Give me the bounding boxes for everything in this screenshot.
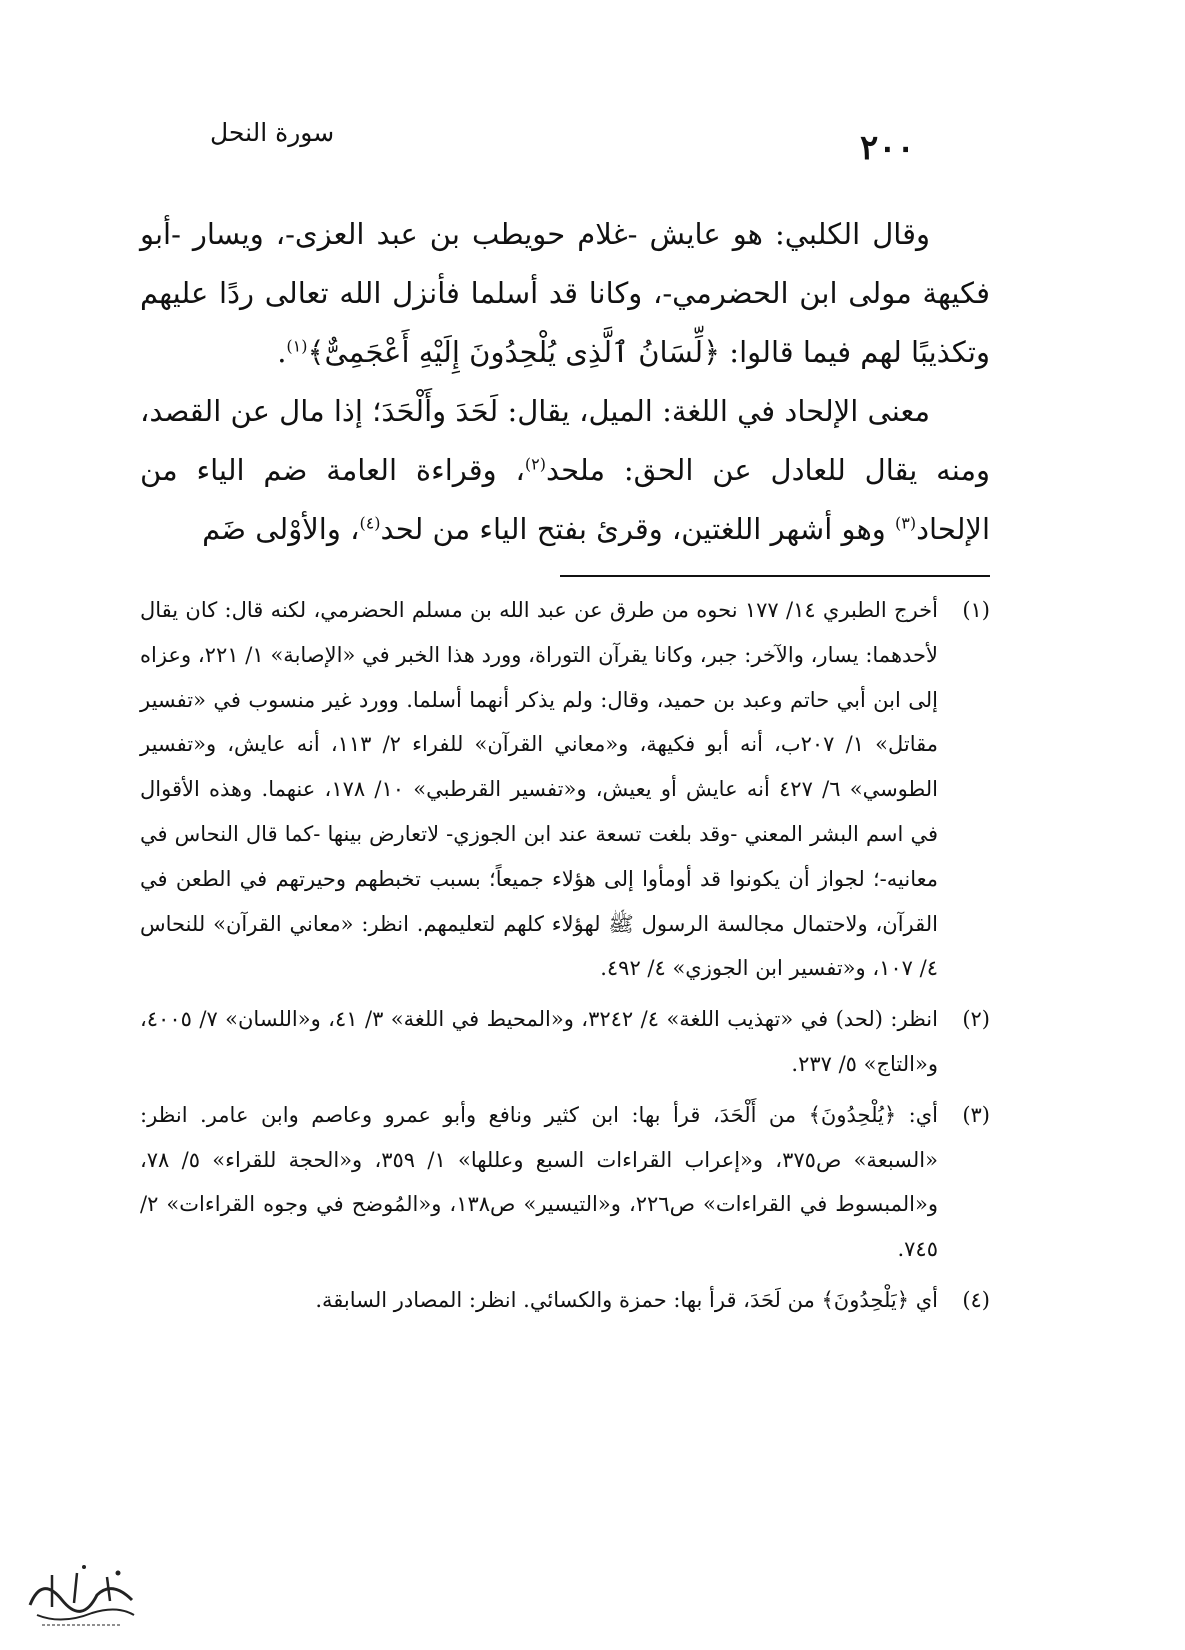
footnote-ref-4: (٤)	[359, 513, 381, 533]
footnote-number: (٣)	[962, 1102, 990, 1127]
paragraph-2-text-b: ، وقراءة العامة ضم الياء من الإلحاد	[140, 453, 990, 546]
footnote-3	[140, 1093, 990, 1272]
footnote-number: (١)	[962, 598, 990, 622]
footnote-text: أي: ﴿يُلْحِدُونَ﴾ من أَلْحَدَ، قرأ بها: ابن كثير ونافع وأبو عمرو وعاصم وابن عامر. انظر: «السبعة» ص٣٧٥، و«إعراب القراءات السبع وعللها» ١/ ٣٥٩، و«الحجة للقراء» ٥/ ٧٨، و«المبسوط في القراءات» ص٢٢٦، و«التيسير» ص١٣٨، و«المُوضح في وجوه القراءات» ٢/ ٧٤٥.	[140, 1102, 939, 1262]
footnote-text: أي ﴿يَلْحِدُونَ﴾ من لَحَدَ، قرأ بها: حمزة والكسائي. انظر: المصادر السابقة.	[315, 1287, 938, 1312]
paragraph-2-text-a: معنى الإلحاد في اللغة: الميل، يقال: لَحَدَ وأَلْحَدَ؛ إذا مال عن القصد، ومنه يقال للعادل عن الحق: ملحد	[140, 394, 990, 487]
footnote-number: (٢)	[962, 1007, 990, 1032]
page-number: ٢٠٠	[860, 128, 915, 168]
paragraph-1-text: وقال الكلبي: هو عايش -غلام حويطب بن عبد العزى-، ويسار -أبو فكيهة مولى ابن الحضرمي-، وكانا قد أسلما فأنزل الله تعالى ردًا عليهم وتكذيبًا لهم فيما قالوا: ﴿لِّسَانُ ٱلَّذِى يُلْحِدُونَ إِلَيْهِ أَعْجَمِىٌّ﴾	[140, 217, 990, 369]
paragraph-1-end: .	[277, 335, 287, 369]
footnote-1	[140, 588, 990, 991]
surah-title: سورة النحل	[210, 118, 335, 147]
footnote-ref-1: (١)	[286, 336, 308, 356]
publisher-seal-logo	[22, 1555, 142, 1635]
paragraph-2-text-d: ، والأوْلى ضَم	[202, 512, 360, 546]
footnote-separator	[560, 575, 990, 577]
main-paragraph-2	[140, 382, 990, 559]
footnote-ref-2: (٢)	[524, 454, 546, 474]
footnote-text: انظر: (لحد) في «تهذيب اللغة» ٤/ ٣٢٤٢، و«المحيط في اللغة» ٣/ ٤١، و«اللسان» ٧/ ٤٠٠٥، و«التاج» ٥/ ٢٣٧.	[140, 1007, 938, 1076]
footnotes	[140, 588, 990, 1329]
footnote-ref-3: (٣)	[895, 513, 917, 533]
footnote-text: أخرج الطبري ١٤/ ١٧٧ نحوه من طرق عن عبد الله بن مسلم الحضرمي، لكنه قال: كان يقال لأحدهما: يسار، والآخر: جبر، وكانا يقرآن التوراة، وورد هذا الخبر في «الإصابة» ١/ ٢٢١، وعزاه إلى ابن أبي حاتم وعبد بن حميد، وقال: ولم يذكر أنهما أسلما. وورد غير منسوب في «تفسير مقاتل» ١/ ٢٠٧ب، أنه أبو فكيهة، و«معاني القرآن» للفراء ٢/ ١١٣، أنه عايش، و«تفسير الطوسي» ٦/ ٤٢٧ أنه عايش أو يعيش، و«تفسير القرطبي» ١٠/ ١٧٨، عنهما. وهذه الأقوال في اسم البشر المعني -وقد بلغت تسعة عند ابن الجوزي- لاتعارض بينها -كما قال النحاس في معانيه-؛ لجواز أن يكونوا قد أومأوا إلى هؤلاء جميعاً؛ بسبب تخبطهم وحيرتهم في الطعن في القرآن، ولاحتمال مجالسة الرسول ﷺ لهؤلاء كلهم لتعليمهم. انظر: «معاني القرآن» للنحاس ٤/ ١٠٧، و«تفسير ابن الجوزي» ٤/ ٤٩٢.	[140, 598, 938, 981]
paragraph-2-text-c: وهو أشهر اللغتين، وقرئ بفتح الياء من لحد	[380, 512, 895, 546]
main-paragraph-1	[140, 205, 990, 382]
footnote-2	[140, 997, 990, 1087]
footnote-4	[140, 1278, 990, 1323]
main-text	[140, 205, 990, 559]
footnote-number: (٤)	[962, 1287, 990, 1312]
